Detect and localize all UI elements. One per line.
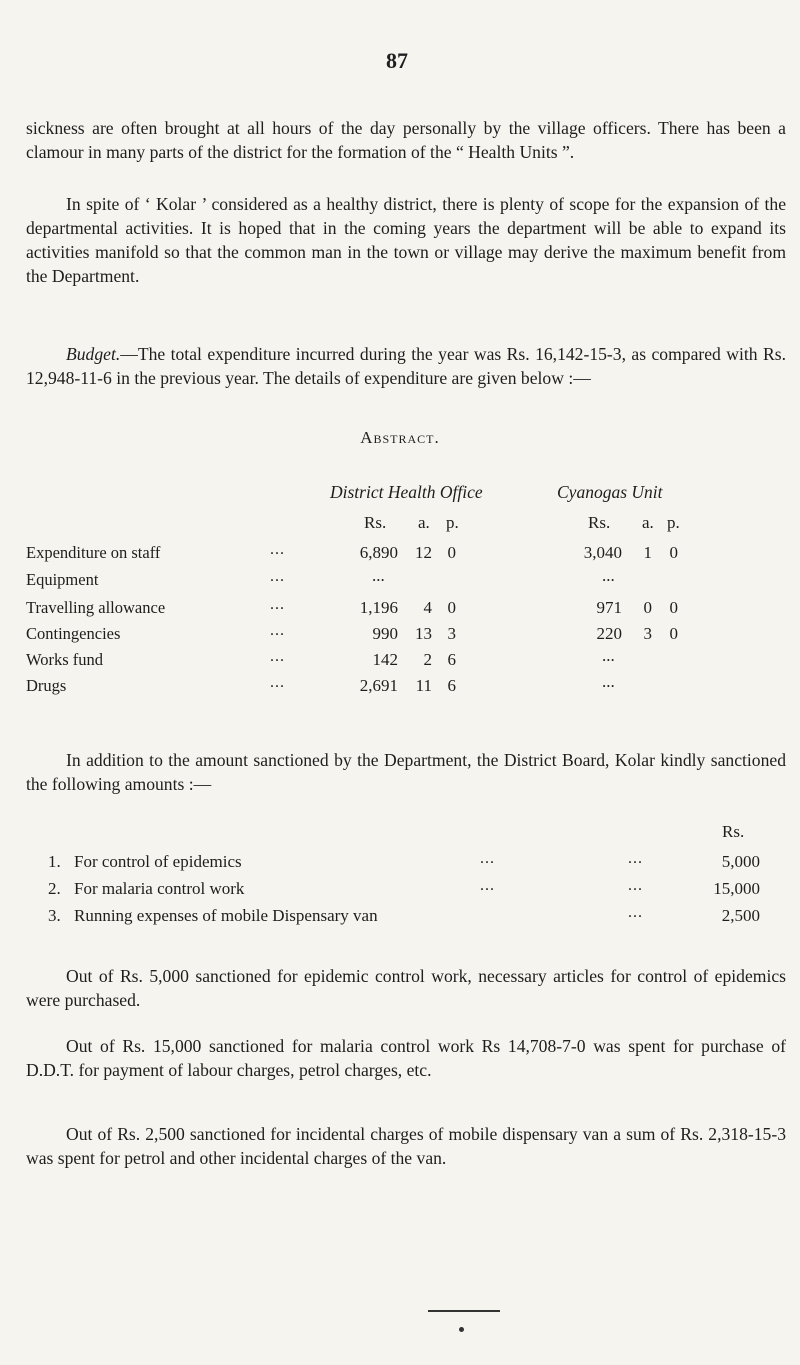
column-title-district-health-office: District Health Office xyxy=(330,482,483,502)
paragraph-budget xyxy=(26,342,786,390)
paragraph-epidemic-control-text: Out of Rs. 5,000 sanctioned for epidemic control work, necessary articles for control of epidemics were purchased. xyxy=(26,966,786,1010)
row-label-travelling-allowance: Travelling allowance xyxy=(26,598,166,617)
closing-rule xyxy=(428,1310,500,1312)
paragraph-kolar-scope-text: In spite of ‘ Kolar ’ considered as a healthy district, there is plenty of scope for the expansion of the departmental activities. It is hoped that in the coming years the department will be able to expand its activities manifold so that the common man in the town or village may derive the maximum benefit from the Department. xyxy=(26,194,786,286)
table-cell: 1 xyxy=(643,543,652,562)
table-cell: 2 xyxy=(423,650,432,669)
table-cell: 990 xyxy=(372,624,398,643)
paragraph-kolar-scope xyxy=(26,192,786,288)
paragraph-district-board-text: In addition to the amount sanctioned by the Department, the District Board, Kolar kindly sanctioned the following amounts :— xyxy=(26,750,786,794)
paragraph-mobile-dispensary-text: Out of Rs. 2,500 sanctioned for incidental charges of mobile dispensary van a sum of Rs. 2,318-15-3 was spent for petrol and other incidental charges of the van. xyxy=(26,1124,786,1168)
paragraph-budget-text: —The total expenditure incurred during the year was Rs. 16,142-15-3, as compared with Rs. 12,948-11-6 in the previous year. The details of expenditure are given below :— xyxy=(26,344,786,388)
paragraph-epidemic-control xyxy=(26,964,786,1012)
ink-dot xyxy=(459,1327,464,1332)
list-item-label: For control of epidemics xyxy=(74,852,242,871)
table-cell: 0 xyxy=(643,598,652,617)
column-unit-rs: Rs. xyxy=(364,513,387,532)
table-cell: 12 xyxy=(415,543,432,562)
abstract-heading: Abstract. xyxy=(360,428,440,447)
list-item-number: 1. xyxy=(48,852,61,871)
page-number: 87 xyxy=(386,48,408,73)
column-unit-p: p. xyxy=(667,513,680,532)
amount-unit-rs: Rs. xyxy=(722,822,745,841)
list-item-label: Running expenses of mobile Dispensary van xyxy=(74,906,378,925)
table-cell: ... xyxy=(372,566,385,585)
list-item-number: 3. xyxy=(48,906,61,925)
leader-dots: ... xyxy=(270,541,285,558)
table-cell: 971 xyxy=(596,598,622,617)
table-cell: 220 xyxy=(596,624,622,643)
leader-dots: ... xyxy=(270,648,285,665)
list-item-amount: 2,500 xyxy=(721,906,760,925)
table-cell: 6,890 xyxy=(359,543,398,562)
table-cell: 2,691 xyxy=(359,676,398,695)
row-label-contingencies: Contingencies xyxy=(26,624,121,643)
paragraph-malaria-control-text: Out of Rs. 15,000 sanctioned for malaria control work Rs 14,708-7-0 was spent for purchase of D.D.T. for payment of labour charges, petrol charges, etc. xyxy=(26,1036,786,1080)
budget-label: Budget. xyxy=(66,344,121,364)
column-unit-a: a. xyxy=(418,513,430,532)
table-cell: ... xyxy=(602,646,615,665)
leader-dots: ... xyxy=(270,622,285,639)
leader-dots: ... xyxy=(628,850,643,867)
list-item-amount: 5,000 xyxy=(721,852,760,871)
table-cell: 4 xyxy=(423,598,432,617)
table-cell: ... xyxy=(602,566,615,585)
table-cell: 3 xyxy=(643,624,652,643)
table-cell: 3,040 xyxy=(583,543,622,562)
table-cell: 6 xyxy=(447,650,456,669)
row-label-drugs: Drugs xyxy=(26,676,67,695)
leader-dots: ... xyxy=(628,877,643,894)
table-cell: 13 xyxy=(415,624,432,643)
table-cell: 0 xyxy=(447,543,456,562)
paragraph-district-board xyxy=(26,748,786,796)
row-label-expenditure-on-staff: Expenditure on staff xyxy=(26,543,161,562)
table-cell: 11 xyxy=(415,676,432,695)
leader-dots: ... xyxy=(480,877,495,894)
table-cell: 0 xyxy=(669,543,678,562)
leader-dots: ... xyxy=(270,674,285,691)
table-cell: ... xyxy=(602,672,615,691)
column-unit-p: p. xyxy=(446,513,459,532)
table-cell: 0 xyxy=(669,598,678,617)
paragraph-malaria-control xyxy=(26,1034,786,1082)
list-item-amount: 15,000 xyxy=(713,879,760,898)
table-cell: 0 xyxy=(447,598,456,617)
column-unit-a: a. xyxy=(642,513,654,532)
leader-dots: ... xyxy=(270,568,285,585)
table-cell: 0 xyxy=(669,624,678,643)
paragraph-health-units: sickness are often brought at all hours of the day personally by the village officers. There has been a clamour in many parts of the district for the formation of the “ Health Units ”. xyxy=(26,118,786,162)
list-item-number: 2. xyxy=(48,879,61,898)
table-cell: 6 xyxy=(447,676,456,695)
leader-dots: ... xyxy=(480,850,495,867)
row-label-equipment: Equipment xyxy=(26,570,99,589)
column-title-cyanogas-unit: Cyanogas Unit xyxy=(557,482,663,502)
table-cell: 1,196 xyxy=(359,598,398,617)
paragraph-mobile-dispensary xyxy=(26,1122,786,1170)
row-label-works-fund: Works fund xyxy=(26,650,104,669)
list-item-label: For malaria control work xyxy=(74,879,245,898)
column-unit-rs: Rs. xyxy=(588,513,611,532)
leader-dots: ... xyxy=(628,904,643,921)
table-cell: 3 xyxy=(447,624,456,643)
table-cell: 142 xyxy=(372,650,398,669)
leader-dots: ... xyxy=(270,596,285,613)
